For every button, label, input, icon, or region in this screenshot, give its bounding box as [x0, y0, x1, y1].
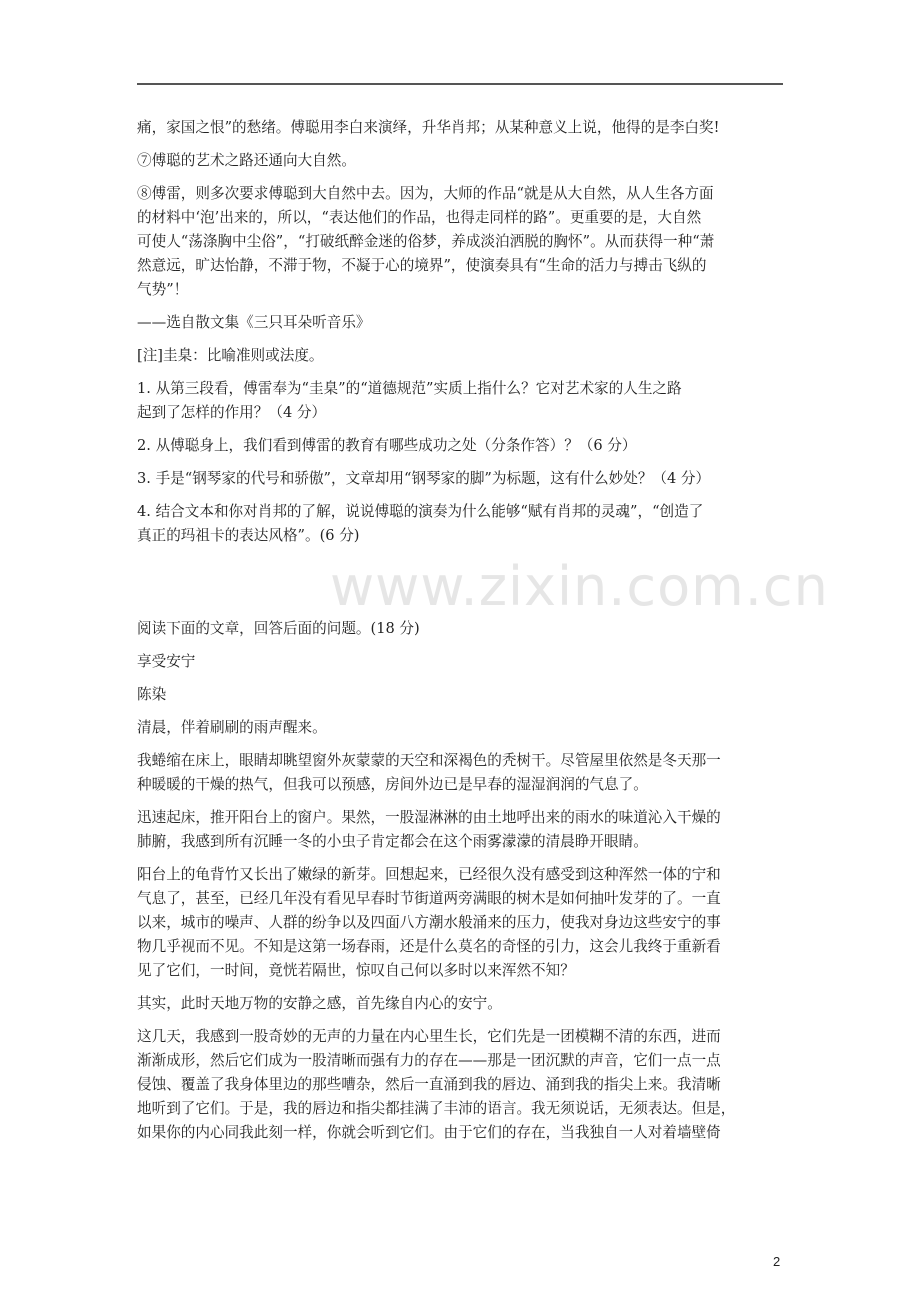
- text-line: 我蜷缩在床上，眼睛却眺望窗外灰蒙蒙的天空和深褐色的秃树干。尽管屋里依然是冬天那一: [137, 752, 721, 769]
- paragraph: [137, 863, 797, 983]
- text-line: 物几乎视而不见。不知是这第一场春雨，还是什么莫名的奇怪的引力，这会儿我终于重新看: [137, 938, 721, 955]
- text-line: ——选自散文集《三只耳朵听音乐》: [137, 314, 371, 331]
- text-line: 起到了怎样的作用？（4 分）: [137, 404, 327, 421]
- text-line: 如果你的内心同我此刻一样，你就会听到它们。由于它们的存在，当我独自一人对着墙壁倚: [137, 1124, 721, 1141]
- paragraph: [137, 344, 797, 368]
- text-line: 气势”！: [137, 281, 189, 298]
- paragraph: [137, 617, 797, 641]
- text-line: 陈染: [137, 686, 167, 703]
- text-line: 痛，家国之恨”的愁绪。傅聪用李白来演绎，升华肖邦；从某种意义上说，他得的是李白奖!: [137, 119, 720, 136]
- paragraph: [137, 1025, 797, 1145]
- watermark: www.zixin.com.cn: [330, 555, 829, 618]
- text-line: 肺腑，我感到所有沉睡一冬的小虫子肯定都会在这个雨雾濛濛的清晨睁开眼睛。: [137, 833, 648, 850]
- text-line: 气息了，甚至，已经几年没有看见早春时节街道两旁满眼的树木是如何抽叶发芽的了。一直: [137, 890, 721, 907]
- text-line: 享受安宁: [137, 653, 196, 670]
- text-line: [注]圭臬：比喻准则或法度。: [137, 347, 324, 364]
- paragraph: [137, 716, 797, 740]
- paragraph: [137, 377, 797, 425]
- reading-passage-1-end: [137, 116, 797, 548]
- text-line: 3. 手是“钢琴家的代号和骄傲”，文章却用“钢琴家的脚”为标题，这有什么妙处？（4 分）: [137, 470, 711, 487]
- paragraph: [137, 992, 797, 1016]
- reading-passage-2: [137, 617, 797, 1145]
- text-line: 1. 从第三段看，傅雷奉为“圭臬”的“道德规范”实质上指什么？它对艺术家的人生之路: [137, 380, 682, 397]
- document-body: [137, 116, 829, 1154]
- paragraph: [137, 434, 797, 458]
- paragraph: [137, 806, 797, 854]
- paragraph: [137, 182, 797, 302]
- header-rule: [137, 83, 783, 85]
- text-line: ⑦傅聪的艺术之路还通向大自然。: [137, 152, 356, 169]
- text-line: 阳台上的龟背竹又长出了嫩绿的新芽。回想起来，已经很久没有感受到这种浑然一体的宁和: [137, 866, 721, 883]
- text-line: 侵蚀、覆盖了我身体里边的那些嘈杂，然后一直涌到我的唇边、涌到我的指尖上来。我清晰: [137, 1076, 721, 1093]
- text-line: 迅速起床，推开阳台上的窗户。果然，一股湿淋淋的由土地呼出来的雨水的味道沁入干燥的: [137, 809, 721, 826]
- paragraph: [137, 650, 797, 674]
- page-number: 2: [773, 1254, 781, 1269]
- text-line: 渐渐成形，然后它们成为一股清晰而强有力的存在——那是一团沉默的声音，它们一点一点: [137, 1052, 721, 1069]
- text-line: 然意远，旷达怡静，不滞于物，不凝于心的境界”，使演奏具有“生命的活力与搏击飞纵的: [137, 257, 707, 274]
- paragraph: [137, 683, 797, 707]
- text-line: 2. 从傅聪身上，我们看到傅雷的教育有哪些成功之处（分条作答）？（6 分）: [137, 437, 637, 454]
- text-line: 见了它们，一时间，竟恍若隔世，惊叹自己何以多时以来浑然不知？: [137, 962, 575, 979]
- text-line: 这几天，我感到一股奇妙的无声的力量在内心里生长，它们先是一团模糊不清的东西，进而: [137, 1028, 721, 1045]
- text-line: 以来，城市的噪声、人群的纷争以及四面八方潮水般涌来的压力，使我对身边这些安宁的事: [137, 914, 721, 931]
- text-line: ⑧傅雷，则多次要求傅聪到大自然中去。因为，大师的作品“就是从大自然，从人生各方面: [137, 185, 714, 202]
- text-line: 种暖暖的干燥的热气，但我可以预感，房间外边已是早春的湿湿润润的气息了。: [137, 776, 648, 793]
- paragraph: [137, 116, 797, 140]
- text-line: 地听到了它们。于是，我的唇边和指尖都挂满了丰沛的语言。我无须说话，无须表达。但是，: [137, 1100, 736, 1117]
- text-line: 清晨，伴着刷刷的雨声醒来。: [137, 719, 327, 736]
- text-line: 可使人“荡涤胸中尘俗”，“打破纸醉金迷的俗梦，养成淡泊洒脱的胸怀”。从而获得一种“萧: [137, 233, 715, 250]
- paragraph: [137, 149, 797, 173]
- text-line: 的材料中‘泡’出来的，所以，“表达他们的作品，也得走同样的路”。更重要的是，大自然: [137, 209, 702, 226]
- text-line: 4. 结合文本和你对肖邦的了解，说说傅聪的演奏为什么能够“赋有肖邦的灵魂”，“创造了: [137, 503, 704, 520]
- paragraph: [137, 467, 797, 491]
- text-line: 阅读下面的文章，回答后面的问题。(18 分): [137, 620, 420, 637]
- text-line: 真正的玛祖卡的表达风格”。(6 分): [137, 527, 360, 544]
- paragraph: [137, 311, 797, 335]
- text-line: 其实，此时天地万物的安静之感，首先缘自内心的安宁。: [137, 995, 502, 1012]
- paragraph: [137, 749, 797, 797]
- paragraph: [137, 500, 797, 548]
